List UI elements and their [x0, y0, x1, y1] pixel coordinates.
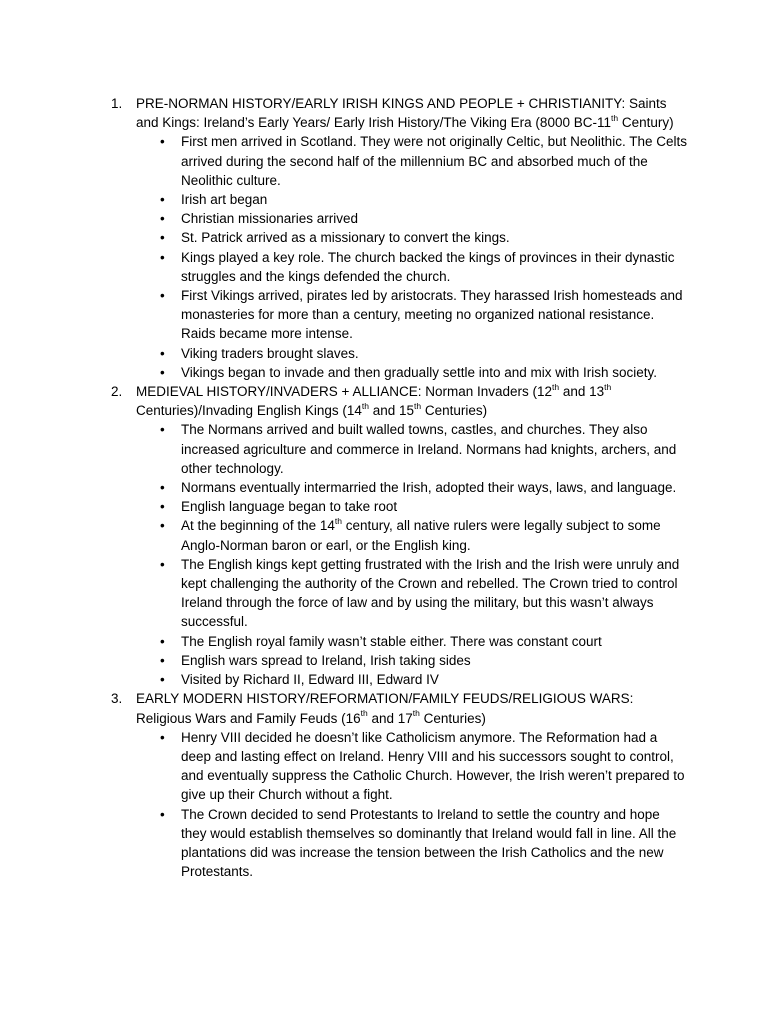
bullet-text — [181, 515, 661, 553]
section-number: 3. — [111, 691, 123, 707]
bullet-item — [136, 478, 688, 497]
ordinal-suffix: th — [334, 515, 342, 526]
bullet-item — [136, 228, 688, 247]
bullet-item — [136, 209, 688, 228]
ordinal-suffix: th — [604, 381, 612, 392]
bullet-item — [136, 497, 688, 516]
heading-text: Centuries) — [419, 710, 486, 726]
bullet-icon: • — [160, 249, 165, 265]
bullet-item — [136, 190, 688, 209]
bullet-text-run: Christian missionaries arrived — [181, 211, 359, 227]
bullet-text-run: Vikings began to invade and then gradually settle into and mix with Irish society. — [181, 364, 658, 380]
bullet-item — [136, 555, 688, 632]
bullet-text — [181, 672, 439, 687]
heading-text: PRE-NORMAN HISTORY/EARLY IRISH KINGS AND PEOPLE + CHRISTIANITY: Saints and Kings: Ireland’s Early Years/ Early Irish History/The Viking Era (8000 BC-11 — [136, 96, 667, 131]
bullet-item — [136, 420, 688, 478]
bullet-list — [136, 728, 688, 882]
heading-text: Centuries)/Invading English Kings (14 — [136, 403, 362, 419]
bullet-icon: • — [160, 518, 165, 534]
bullet-icon: • — [160, 422, 165, 438]
bullet-text-run: Normans eventually intermarried the Irish, adopted their ways, laws, and language. — [181, 480, 677, 496]
bullet-text-run: Viking traders brought slaves. — [181, 345, 359, 361]
heading-text: and 17 — [367, 710, 413, 726]
bullet-icon: • — [160, 806, 165, 822]
heading-text: Centuries) — [421, 403, 488, 419]
ordinal-suffix: th — [552, 381, 560, 392]
ordinal-suffix: th — [361, 400, 369, 411]
bullet-text-run: First men arrived in Scotland. They were not originally Celtic, but Neolithic. The Celts arrived during the second half of the millennium BC and absorbed much of the Neolithic culture. — [181, 134, 687, 188]
bullet-text-run: The Crown decided to send Protestants to Ireland to settle the country and hope they would establish themselves so dominantly that Ireland would fall in line. All the plantations did was increase the tension between the Irish Catholics and the new Protestants. — [181, 806, 677, 880]
bullet-item — [136, 632, 688, 651]
heading-text: MEDIEVAL HISTORY/INVADERS + ALLIANCE: Norman Invaders (12 — [136, 384, 553, 400]
section-number: 2. — [111, 384, 123, 400]
bullet-text — [181, 365, 657, 380]
bullet-text-run: First Vikings arrived, pirates led by aristocrats. They harassed Irish homesteads and monasteries for more than a century, meeting no organized national resistance. Raids became more intense. — [181, 288, 683, 342]
bullet-text-run: The Normans arrived and built walled towns, castles, and churches. They also increased agriculture and commerce in Ireland. Normans had knights, archers, and other technology. — [181, 422, 677, 476]
bullet-text-run: English wars spread to Ireland, Irish taking sides — [181, 652, 471, 668]
bullet-icon: • — [160, 652, 165, 668]
bullet-item — [136, 516, 688, 554]
ordinal-suffix: th — [412, 708, 420, 718]
section-heading — [136, 94, 688, 132]
bullet-icon: • — [160, 134, 165, 150]
section-heading — [136, 689, 688, 727]
bullet-text-run: Henry VIII decided he doesn’t like Catholicism anymore. The Reformation had a deep and lasting effect on Ireland. Henry VIII and his successors sought to control, and eventually suppress the Catholic Church. However, the Irish weren’t prepared to give up their Church without a fight. — [181, 729, 685, 803]
bullet-list — [136, 420, 688, 689]
bullet-icon: • — [160, 480, 165, 496]
bullet-text — [181, 192, 267, 207]
bullet-text — [181, 480, 676, 495]
bullet-text-run: century, all native rulers were legally subject to some Anglo-Norman baron or earl, or the English king. — [181, 518, 661, 553]
bullet-icon: • — [160, 556, 165, 572]
bullet-text-run: St. Patrick arrived as a missionary to convert the kings. — [181, 230, 510, 246]
bullet-text-run: The English kings kept getting frustrated with the Irish and the Irish were unruly and kept challenging the authority of the Crown and rebelled. The Crown tried to control Ireland through the force of law and by using the military, but this wasn’t always successful. — [181, 556, 680, 630]
outline-section — [0, 382, 768, 689]
bullet-icon: • — [160, 633, 165, 649]
bullet-text — [181, 230, 510, 245]
bullet-text — [181, 730, 685, 803]
bullet-text — [181, 634, 602, 649]
heading-text: and 15 — [368, 403, 415, 419]
bullet-item — [136, 132, 688, 190]
section-number: 1. — [111, 96, 123, 111]
bullet-icon: • — [160, 211, 165, 227]
bullet-icon: • — [160, 345, 165, 361]
bullet-text — [181, 288, 682, 341]
bullet-icon: • — [160, 672, 165, 688]
bullet-item — [136, 286, 688, 344]
bullet-text-run: The English royal family wasn’t stable either. There was constant court — [181, 633, 602, 649]
bullet-icon: • — [160, 230, 165, 246]
bullet-text — [181, 499, 397, 514]
outline-section — [0, 689, 768, 881]
bullet-item — [136, 805, 688, 882]
bullet-text — [181, 653, 471, 668]
bullet-text-run: English language began to take root — [181, 499, 398, 515]
bullet-item — [136, 670, 688, 689]
heading-text: and 13 — [559, 384, 605, 400]
bullet-text-run: Irish art began — [181, 192, 268, 208]
bullet-item — [136, 728, 688, 805]
bullet-text-run: Kings played a key role. The church backed the kings of provinces in their dynastic struggles and the kings defended the church. — [181, 249, 675, 284]
ordinal-suffix: th — [360, 708, 368, 718]
bullet-item — [136, 651, 688, 670]
bullet-icon: • — [160, 499, 165, 515]
bullet-text — [181, 211, 358, 226]
bullet-icon: • — [160, 729, 165, 745]
bullet-icon: • — [160, 364, 165, 380]
bullet-item — [136, 248, 688, 286]
bullet-icon: • — [160, 288, 165, 304]
bullet-text — [181, 422, 676, 475]
outline-list — [0, 94, 768, 881]
bullet-text — [181, 134, 687, 187]
bullet-item — [136, 344, 688, 363]
bullet-item — [136, 363, 688, 382]
bullet-text — [181, 557, 679, 630]
outline-section — [0, 94, 768, 382]
bullet-text — [181, 346, 359, 361]
heading-text: Century) — [618, 115, 674, 131]
ordinal-suffix: th — [610, 112, 619, 123]
bullet-icon: • — [160, 192, 165, 208]
heading-text: EARLY MODERN HISTORY/REFORMATION/FAMILY FEUDS/RELIGIOUS WARS: Religious Wars and Family Feuds (16 — [136, 691, 634, 726]
bullet-text — [181, 250, 675, 284]
section-heading — [136, 382, 688, 420]
bullet-text — [181, 807, 676, 880]
bullet-text-run: Visited by Richard II, Edward III, Edward IV — [181, 672, 439, 688]
bullet-list — [136, 132, 688, 382]
bullet-text-run: At the beginning of the 14 — [181, 518, 335, 534]
ordinal-suffix: th — [414, 400, 422, 411]
